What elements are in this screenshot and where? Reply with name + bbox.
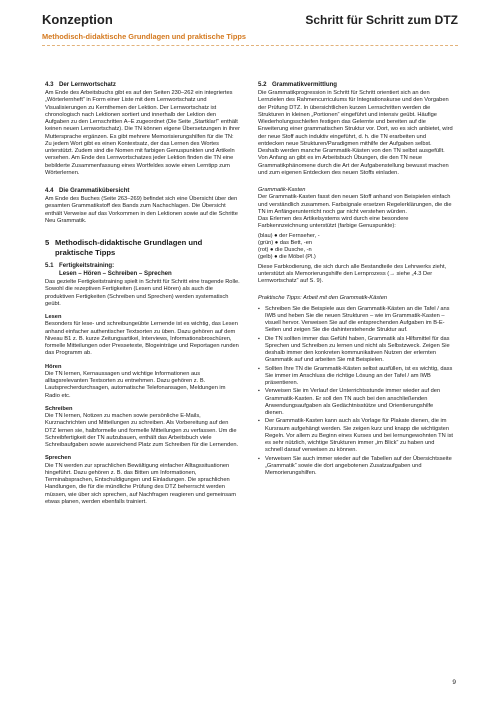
list-item: ▪ Schreiben Sie die Beispiele aus den Grammatik-Kästen an die Tafel / ans IWB und heben Sie die neuen Strukturen – wie im Grammatik-Kasten – visuell hervor. Verweisen Sie auf die entsprechenden Aufgaben im B-E-Seiten und zeigen Sie die dahinterstehende Struktur auf. [258,306,453,335]
list-item: ▪ Verweisen Sie auch immer wieder auf die Tabellen auf der Übersichtsseite „Grammatik“ sowie die dort angebotenen Zusatzaufgaben und Memorierungshilfen. [258,456,453,478]
header-divider [42,45,458,46]
sprechen-body: Die TN werden zur sprachlichen Bewältigung einfacher Alltagssituationen hingeführt. Dazu gehören z. B. das Bitten um Informationen, Terminabsprachen, Entschuldigungen und Einladungen. Die sprachlichen Handlungen, die für die mündliche Prüfung des DTZ beherrscht werden müssen, wie über sich sprechen, auf Nachfragen reagieren und gemeinsam etwas planen, werden ebenfalls trainiert. [45,462,236,505]
hoeren-heading: Hören [45,363,62,370]
schreiben-heading: Schreiben [45,405,73,412]
chapter-subtitle: Methodisch-didaktische Grundlagen und praktische Tipps [42,32,246,41]
lesen-body: Besonders für lese- und schreibungeübte Lernende ist es wichtig, das Lesen anhand einfacher authentischer Textsorten zu üben. Dazu gehören auf dem Niveau B1 z. B. kurze Zeitungsartikel, Interviews, Informationsbroschüren, formelle Mitteilungen oder Pressetexte, Blogeinträge und Reportagen runden das Programm ab. [45,321,239,357]
section-5-2-heading: 5.2 Grammatikvermittlung [258,81,338,88]
schreiben-body: Die TN lernen, Notizen zu machen sowie persönliche E-Mails, Kurznachrichten und Mitteilungen zu schreiben. Als Vorbereitung auf den DTZ lernen sie, halbformelle und formelle Mitteilungen zu verfassen. Um die Schreibfertigkeit der TN aufzubauen, enthält das Arbeitsbuch viele Schreibaufgaben sowie ausreichend Platz zum Schreiben für die Lernenden. [45,413,239,448]
section-5-2-body-2: Von Anfang an gibt es im Arbeitsbuch Übungen, die den TN neue Grammatikphänomene durch die Art der Aufgabenstellung bewusst machen und zum eigenen Entdecken des neuen Stoffs einladen. [258,155,449,176]
section-5-heading: 5 Methodisch-didaktische Grundlagen und praktische Tipps [45,238,203,257]
list-item: ▪ Sollten Ihre TN die Grammatik-Kästen selbst ausfüllen, ist es wichtig, dass Sie immer im Anschluss die richtige Lösung an der Tafel / am IWB präsentieren. [258,366,453,388]
list-item: ▪ Verweisen Sie im Verlauf der Unterrichtsstunde immer wieder auf den Grammatik-Kasten. Er soll den TN auch bei den anschließenden Anwendungsaufgaben als Gedächtnisstütze und Orientierungshilfe dienen. [258,388,453,417]
example-feminine: (rot) ● die Dusche, -n [258,247,312,253]
section-4-3-heading: 4.3 Der Lernwortschatz [45,81,116,88]
section-4-4-heading: 4.4 Die Grammatikübersicht [45,187,130,194]
book-title: Schritt für Schritt zum DTZ [305,13,458,27]
hoeren-body: Die TN lernen, Kernaussagen und wichtige Informationen aus alltagsrelevanten Textsorten zu entnehmen. Dazu gehören z. B. Lautsprecherdurchsagen, automatische Telefonansagen, Meldungen im Radio etc. [45,370,226,399]
genus-examples [258,233,453,262]
example-masculine: (blau) ● der Fernseher, - [258,232,320,239]
section-5-1-body: Das gezielte Fertigkeitstraining spielt in Schritt für Schritt eine tragende Rolle. Sowohl die rezeptiven Fertigkeiten (Lesen und Hören) als auch die produktiven Fertigkeiten (Schreiben und Sprechen) werden systematisch geübt. [45,279,240,307]
page-number: 9 [452,679,456,686]
left-column [45,81,240,512]
list-item: ▪ Die TN sollten immer das Gefühl haben, Grammatik als Hilfsmittel für das Sprechen und Schreiben zu lernen und nicht als Selbstzweck. Zeigen Sie deshalb immer den konkreten kommunikativen Nutzen der erlernten Grammatik auf und arbeiten Sie mit Beispielen. [258,336,453,365]
sprechen-heading: Sprechen [45,455,71,462]
grammatik-kasten-body: Der Grammatik-Kasten fasst den neuen Stoff anhand von Beispielen einfach und verständlich zusammen. Farbsignale ersetzen Regelerklärungen, die die TN im Anfängerunterricht noch gar nicht verstehen würden. [258,194,452,215]
section-5-2-body: Die Grammatikprogression in Schritt für Schritt orientiert sich an den Lernzielen des Rahmencurriculums für Integrationskurse und den Vorgaben der Prüfung DTZ. In übersichtlichen kurzen Lernschritten werden die Strukturen in kleinen „Portionen“ eingeführt und intensiv geübt. Häufige Wiederholungsschleifen festigen das Gelernte und bereiten auf die Erweiterung einer grammatischen Struktur vor. Dort, wo es sich anbietet, wird der neue Stoff auch induktiv eingeführt, d. h. die TN erarbeiten und entdecken neue Strukturen/Paradigmen mithilfe der Aufgaben selbst. Deshalb werden manche Grammatik-Kästen von den TN selbst ausgefüllt. [258,90,453,154]
grammatik-kasten-body-2: Das Erlernen des Artikelsystems wird durch eine besondere Farbkennzeichnung unterstützt (farbige Genuspunkte): [258,216,409,230]
tips-list [258,306,453,478]
grammatik-kasten-body-3: Diese Farbkodierung, die sich durch alle Bestandteile des Lehrwerks zieht, unterstützt als Memorierungshilfe den Lernprozess (→ siehe „4.3 Der Lernwortschatz“ auf S. 9). [258,263,447,284]
lesen-heading: Lesen [45,314,62,320]
example-neuter: (grün) ● das Bett, -en [258,239,313,246]
right-column [258,81,453,478]
section-5-1-heading: 5.1 Fertigkeitstraining: Lesen – Hören – Schreiben – Sprechen [45,262,172,277]
tips-heading: Praktische Tipps: Arbeit mit den Grammatik-Kästen [258,295,388,302]
page-header [42,10,458,50]
section-4-3-body: Am Ende des Arbeitsbuchs gibt es auf den Seiten 230–262 ein integriertes „Wörterlernheft“ in Form einer Liste mit dem Lernwortschatz und Visualisierungen zu Kernthemen der Lektion. Der Lernwortschatz ist chronologisch nach Lektionen sortiert und innerhalb der Lektion den Aufgaben zu den Lernschritten A–E zugeordnet (Die Seite „Startklar!“ enthält keinen neuen Lernwortschatz). Die TN können eigene Übersetzungen in ihrer Muttersprache ergänzen. Es gibt mehrere Memorisierungshilfen für die TN: Zu jedem Wort gibt es einen Kontextsatz, der das Lernen des Wortes unterstützt. Zudem sind die Nomen mit farbigen Genuspunkten und Artikeln versehen. Am Ende des Lernwortschatzes jeder Lektion finden die TN eine bebilderte Zusammenfassung eines Wortfeldes sowie einen Lerntipp zum Wörterlernen. [45,90,240,176]
section-4-4-body: Am Ende des Buches (Seite 263–269) befindet sich eine Übersicht über den gesamten Grammatikstoff des Bands zum Nachschlagen. Die Übersicht enthält Verweise auf das Vorkommen in den Lektionen sowie auf die Schritte Neu Grammatik. [45,196,238,224]
grammatik-kasten-heading: Grammatik-Kasten [258,187,306,193]
list-item: ▪ Der Grammatik-Kasten kann auch als Vorlage für Plakate dienen, die im Kursraum aufgehängt werden. Sie zeigen kurz und knapp die wichtigsten Regeln. Vor allem zu Beginn eines Kurses und bei lernungewohnten TN ist es sehr nützlich, wichtige Strukturen immer „im Blick“ zu haben und schnell darauf verweisen zu können. [258,418,453,454]
example-plural: (gelb) ● die Möbel (Pl.) [258,254,316,261]
chapter-title: Konzeption [42,12,113,27]
